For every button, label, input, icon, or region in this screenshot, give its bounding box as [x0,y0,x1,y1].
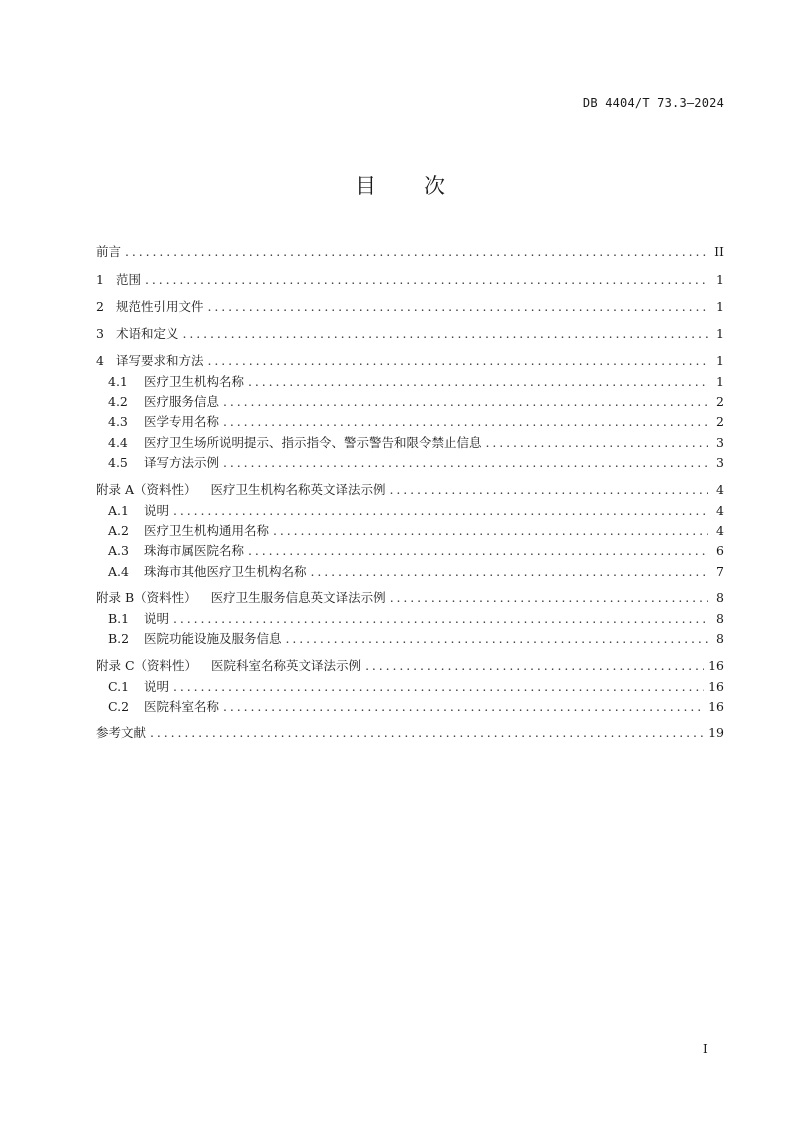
toc-entry-number: 3 [96,326,104,341]
toc-entry-label: 医疗卫生服务信息英文译法示例 [210,590,386,605]
toc-entry-page: 2 [716,414,724,429]
toc-entry-label: 珠海市其他医疗卫生机构名称 [144,564,307,579]
leader-dots [183,326,708,341]
leader-dots [223,414,708,429]
toc-entry-number: 4.2 [108,394,128,409]
toc-entry-page: 4 [716,503,724,518]
toc-entry-section-2[interactable] [96,297,724,315]
leader-dots [125,244,708,259]
toc-entry-number: B.1 [108,611,130,626]
toc-entry-section-4[interactable] [96,351,724,369]
toc-entry-number: 4.4 [108,435,128,450]
toc-entry-page: 16 [708,679,724,694]
toc-entry-section-4-5[interactable] [108,453,724,471]
toc-entry-label: 医院科室名称英文译法示例 [211,658,362,673]
toc-entry-page: 6 [716,543,724,558]
leader-dots [223,699,704,714]
toc-entry-page: 3 [716,455,724,470]
leader-dots [223,394,708,409]
leader-dots [273,523,708,538]
leader-dots [150,725,704,740]
toc-title-char-1: 目 [355,174,376,198]
toc-entry-label: 医疗卫生机构通用名称 [144,523,270,538]
toc-entry-number: 4.1 [108,374,128,389]
toc-entry-number: A.3 [108,543,129,558]
toc-entry-section-4-1[interactable] [108,372,724,390]
leader-dots [311,564,708,579]
footer-page-number: I [703,1042,708,1056]
toc-entry-label: 医疗卫生机构名称英文译法示例 [210,482,386,497]
leader-dots [365,658,704,673]
toc-entry-label: 规范性引用文件 [116,299,204,314]
toc-entry-number: A.2 [108,523,129,538]
leader-dots [208,299,708,314]
toc-entry-page: 1 [716,272,724,287]
toc-entry-page: 1 [716,326,724,341]
toc-entry-appendix-b[interactable] [96,588,724,606]
toc-entry-page: 4 [716,482,724,497]
leader-dots [390,482,708,497]
toc-entry-page: 2 [716,394,724,409]
toc-entry-number: 4 [96,353,104,368]
toc-entry-appendix-b-2[interactable] [108,629,724,647]
toc-entry-appendix-a[interactable] [96,480,724,498]
toc-entry-label: 医院功能设施及服务信息 [144,631,282,646]
toc-entry-label: 珠海市属医院名称 [144,543,245,558]
toc-entry-page: 19 [708,725,724,740]
toc-entry-label: 说明 [144,611,170,626]
toc-entry-label: 译写要求和方法 [116,353,204,368]
toc-title-char-2: 次 [424,174,445,198]
toc-entry-label: 范围 [116,272,142,287]
toc-entry-label: 医学专用名称 [144,414,220,429]
toc-entry-number: A.4 [108,564,129,579]
toc-entry-number: A.1 [108,503,129,518]
toc-entry-page: 16 [708,658,724,673]
toc-entry-page: 4 [716,523,724,538]
toc-entry-label: 医疗服务信息 [144,394,220,409]
toc-entry-page: 7 [716,564,724,579]
toc-entry-label: 前言 [96,244,122,259]
toc-entry-section-4-3[interactable] [108,412,724,430]
toc-entry-section-3[interactable] [96,324,724,342]
leader-dots [145,272,708,287]
toc-entry-label: 译写方法示例 [144,455,220,470]
toc-entry-page: 1 [716,374,724,389]
toc-entry-appendix-a-1[interactable] [108,501,724,519]
toc-entry-page: 1 [716,299,724,314]
toc-entry-references[interactable] [96,723,724,741]
toc-entry-page: 8 [716,590,724,605]
toc-entry-page: 16 [708,699,724,714]
leader-dots [223,455,708,470]
toc-entry-label: 医疗卫生机构名称 [144,374,245,389]
leader-dots [390,590,708,605]
toc-entry-number: 4.3 [108,414,128,429]
toc-entry-appendix-a-2[interactable] [108,521,724,539]
toc-entry-section-4-4[interactable] [108,433,724,451]
leader-dots [248,374,708,389]
toc-entry-number: B.2 [108,631,130,646]
leader-dots [208,353,708,368]
toc-entry-page: 8 [716,631,724,646]
toc-entry-appendix-tag: 附录 B（资料性） [96,590,197,605]
toc-entry-number: 2 [96,299,104,314]
toc-entry-page: 3 [716,435,724,450]
toc-entry-appendix-a-3[interactable] [108,541,724,559]
toc-entry-appendix-c-1[interactable] [108,677,724,695]
toc-entry-page: II [714,244,724,259]
toc-entry-appendix-tag: 附录 C（资料性） [96,658,198,673]
leader-dots [248,543,708,558]
toc-title [0,170,800,200]
toc-entry-appendix-c-2[interactable] [108,697,724,715]
toc-entry-page: 8 [716,611,724,626]
toc-entry-section-4-2[interactable] [108,392,724,410]
leader-dots [173,611,708,626]
toc-entry-appendix-c[interactable] [96,656,724,674]
standard-code: DB 4404/T 73.3—2024 [582,96,724,110]
toc-entry-section-1[interactable] [96,270,724,288]
toc-entry-label: 说明 [144,679,170,694]
toc-entry-label: 说明 [144,503,170,518]
toc-entry-label: 参考文献 [96,725,147,740]
toc-entry-number: 1 [96,272,104,287]
toc-entry-appendix-tag: 附录 A（资料性） [96,482,197,497]
toc-entry-number: 4.5 [108,455,128,470]
leader-dots [173,679,704,694]
toc-entry-number: C.2 [108,699,130,714]
toc-entry-page: 1 [716,353,724,368]
toc-entry-label: 医疗卫生场所说明提示、指示指令、警示警告和限令禁止信息 [144,435,482,450]
leader-dots [286,631,708,646]
leader-dots [486,435,708,450]
toc-entry-preface[interactable] [96,242,724,260]
toc-entry-appendix-a-4[interactable] [108,562,724,580]
toc-entry-label: 术语和定义 [116,326,179,341]
toc-entry-number: C.1 [108,679,130,694]
toc-entry-appendix-b-1[interactable] [108,609,724,627]
leader-dots [173,503,708,518]
toc-entry-label: 医院科室名称 [144,699,220,714]
